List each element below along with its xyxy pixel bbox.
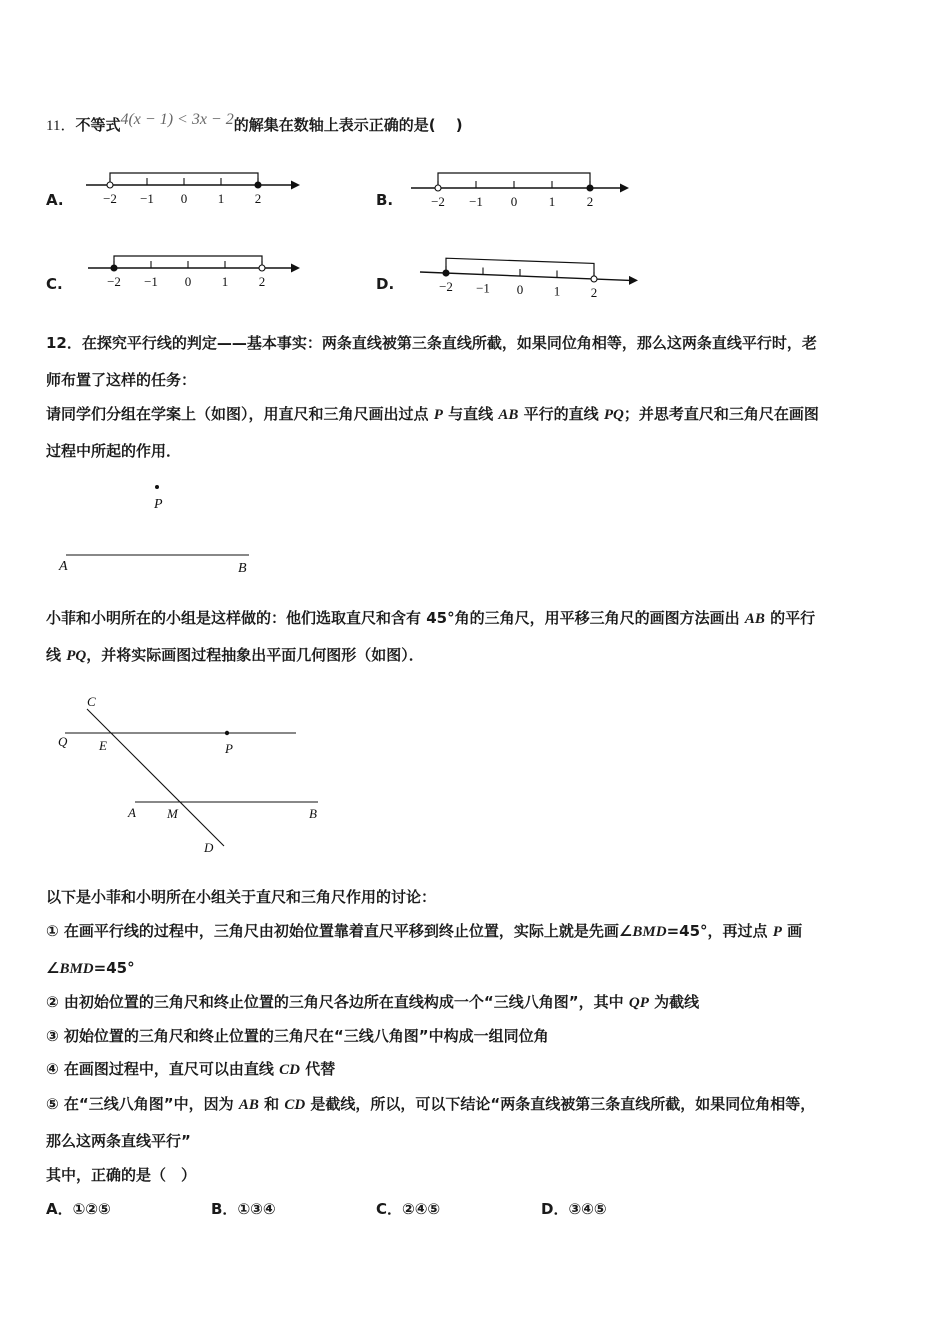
axis-arrow xyxy=(620,184,629,193)
q12-choice-d[interactable] xyxy=(541,1199,607,1219)
figure-point-and-line xyxy=(50,478,270,580)
line-cd xyxy=(87,709,224,846)
s1-text-b: =45°，再过点 xyxy=(666,922,773,940)
choice-b-label: B． xyxy=(211,1200,238,1218)
label-a: A xyxy=(59,559,68,574)
q11-option-b-label[interactable]: B. xyxy=(376,191,394,209)
q12-group-text-b: 的平行 xyxy=(764,609,816,627)
s2-text-b: 为截线 xyxy=(648,993,700,1011)
q11-option-a-number-line xyxy=(80,160,310,210)
tick-label: 0 xyxy=(516,282,524,297)
s1b-bmd: BMD xyxy=(59,961,94,977)
tick-label: 0 xyxy=(184,274,192,289)
q12-group-line2 xyxy=(46,645,424,666)
label-b: B xyxy=(238,561,247,576)
s2-text-a: ② 由初始位置的三角尺和终止位置的三角尺各边所在直线构成一个“三线八角图”，其中 xyxy=(46,993,629,1011)
q12-task-text-a: 请同学们分组在学案上（如图），用直尺和三角尺画出过点 xyxy=(46,405,434,423)
q12-task-text-b: 与直线 xyxy=(442,405,499,423)
q11-option-b-number-line xyxy=(405,160,635,210)
tick-label: 1 xyxy=(548,194,556,209)
tick-label: 2 xyxy=(590,284,598,300)
choice-d-label: D． xyxy=(541,1200,569,1218)
q11-option-c-label[interactable]: C. xyxy=(46,275,63,293)
q12-choice-c[interactable] xyxy=(376,1199,440,1219)
q12-task-line1 xyxy=(46,404,819,425)
tick-label: 0 xyxy=(180,191,188,206)
label-p: P xyxy=(225,741,233,756)
s4-CD: CD xyxy=(279,1062,300,1078)
choice-b-text: ①③④ xyxy=(237,1200,276,1218)
label-m: M xyxy=(167,806,178,821)
q12-task-P: P xyxy=(433,407,443,423)
s5-text-a: ⑤ 在“三线八角图”中，因为 xyxy=(46,1095,239,1113)
q12-group-PQ: PQ xyxy=(66,648,87,664)
tick-label: −2 xyxy=(439,279,453,295)
s5-text-b: 和 xyxy=(258,1095,285,1113)
axis-arrow xyxy=(291,264,300,273)
s1-text-a: ① 在画平行线的过程中，三角尺由初始位置靠着直尺平移到终止位置，实际上就是先画∠ xyxy=(46,922,633,940)
s5-CD: CD xyxy=(284,1097,306,1113)
choice-d-text: ③④⑤ xyxy=(568,1200,607,1218)
q12-statement-5-cont: 那么这两条直线平行” xyxy=(46,1132,191,1150)
label-b: B xyxy=(309,806,317,821)
q11-formula: 4(x − 1) < 3x − 2 xyxy=(120,111,234,128)
q12-statement-2 xyxy=(46,992,699,1013)
closed-endpoint xyxy=(111,265,117,271)
q11-option-d-label[interactable]: D. xyxy=(376,275,395,293)
tick-label: −1 xyxy=(469,194,483,209)
q11-suffix: 的解集在数轴上表示正确的是( ) xyxy=(233,116,463,134)
q12-discuss: 以下是小菲和小明所在小组关于直尺和三角尺作用的讨论： xyxy=(46,888,437,906)
q12-group2-text-a: 线 xyxy=(46,646,67,664)
s2-QP: QP xyxy=(628,995,649,1011)
q12-task-line2: 过程中所起的作用． xyxy=(46,442,182,460)
q12-statement-5 xyxy=(46,1094,815,1115)
s4-text-b: 代替 xyxy=(300,1060,336,1078)
s1-text-c: 画 xyxy=(781,922,803,940)
tick-label: −1 xyxy=(144,274,158,289)
q12-line2: 师布置了这样的任务： xyxy=(46,371,197,389)
tick-label: 0 xyxy=(510,194,518,209)
q11-option-d-number-line xyxy=(412,250,642,300)
q11-number: 11． xyxy=(46,118,76,134)
choice-a-label: A． xyxy=(46,1200,73,1218)
closed-endpoint xyxy=(255,182,261,188)
tick-label: −1 xyxy=(476,280,490,296)
point-p xyxy=(225,731,229,735)
q11-stem xyxy=(46,111,463,136)
tick-label: −2 xyxy=(107,274,121,289)
s1-P: P xyxy=(772,924,782,940)
label-d: D xyxy=(204,840,214,855)
s5-text-c: 是截线，所以，可以下结论“两条直线被第三条直线所截，如果同位角相等， xyxy=(305,1095,816,1113)
q12-task-AB: AB xyxy=(498,407,519,423)
s1-bmd: BMD xyxy=(632,924,667,940)
tick-label: −2 xyxy=(103,191,117,206)
q12-choice-a[interactable] xyxy=(46,1199,111,1219)
open-endpoint xyxy=(107,182,113,188)
s5-AB: AB xyxy=(238,1097,259,1113)
label-c: C xyxy=(87,694,96,709)
closed-endpoint xyxy=(587,185,593,191)
open-endpoint xyxy=(435,185,441,191)
choice-c-label: C． xyxy=(376,1200,403,1218)
q11-prefix: 不等式 xyxy=(75,116,121,134)
q12-task-text-c: 平行的直线 xyxy=(518,405,604,423)
tick-label: 2 xyxy=(254,191,262,206)
q12-task-PQ: PQ xyxy=(603,407,624,423)
label-p: P xyxy=(154,497,163,512)
label-a: A xyxy=(128,805,136,820)
choice-a-text: ①②⑤ xyxy=(72,1200,111,1218)
q12-line1: 12．在探究平行线的判定——基本事实：两条直线被第三条直线所截，如果同位角相等，那么这两条直线平行时，老 xyxy=(46,334,817,352)
q11-option-a-label[interactable]: A. xyxy=(46,191,64,209)
q12-ask: 其中，正确的是（ ） xyxy=(46,1166,197,1184)
figure-three-lines-eight-angles xyxy=(50,690,330,862)
point-p xyxy=(155,485,159,489)
q12-group-AB: AB xyxy=(744,611,765,627)
q12-statement-4 xyxy=(46,1059,335,1080)
q12-choice-b[interactable] xyxy=(211,1199,276,1219)
axis-arrow xyxy=(629,276,638,285)
s1b-angle: ∠ xyxy=(46,959,60,977)
axis-arrow xyxy=(291,181,300,190)
tick-label: 1 xyxy=(221,274,229,289)
q12-group-text-a: 小菲和小明所在的小组是这样做的：他们选取直尺和含有 45°角的三角尺，用平移三角尺的画图方法画出 xyxy=(46,609,745,627)
q11-option-c-number-line xyxy=(80,250,310,292)
tick-label: 2 xyxy=(586,194,594,209)
q12-group2-text-b: ，并将实际画图过程抽象出平面几何图形（如图）． xyxy=(86,646,424,664)
closed-endpoint xyxy=(443,270,449,276)
s4-text-a: ④ 在画图过程中，直尺可以由直线 xyxy=(46,1060,280,1078)
tick-label: 1 xyxy=(553,283,561,299)
tick-label: 2 xyxy=(258,274,266,289)
q12-statement-1-cont xyxy=(46,958,135,979)
tick-label: −1 xyxy=(140,191,154,206)
s1b-value: =45° xyxy=(93,959,135,977)
choice-c-text: ②④⑤ xyxy=(402,1200,441,1218)
q12-statement-3: ③ 初始位置的三角尺和终止位置的三角尺在“三线八角图”中构成一组同位角 xyxy=(46,1027,549,1045)
open-endpoint xyxy=(591,276,597,282)
q12-group-line1 xyxy=(46,608,815,629)
tick-label: −2 xyxy=(431,194,445,209)
q12-statement-1 xyxy=(46,921,802,942)
label-e: E xyxy=(99,738,107,753)
label-q: Q xyxy=(58,734,68,749)
open-endpoint xyxy=(259,265,265,271)
tick-label: 1 xyxy=(217,191,225,206)
q12-task-text-d: ；并思考直尺和三角尺在画图 xyxy=(623,405,819,423)
